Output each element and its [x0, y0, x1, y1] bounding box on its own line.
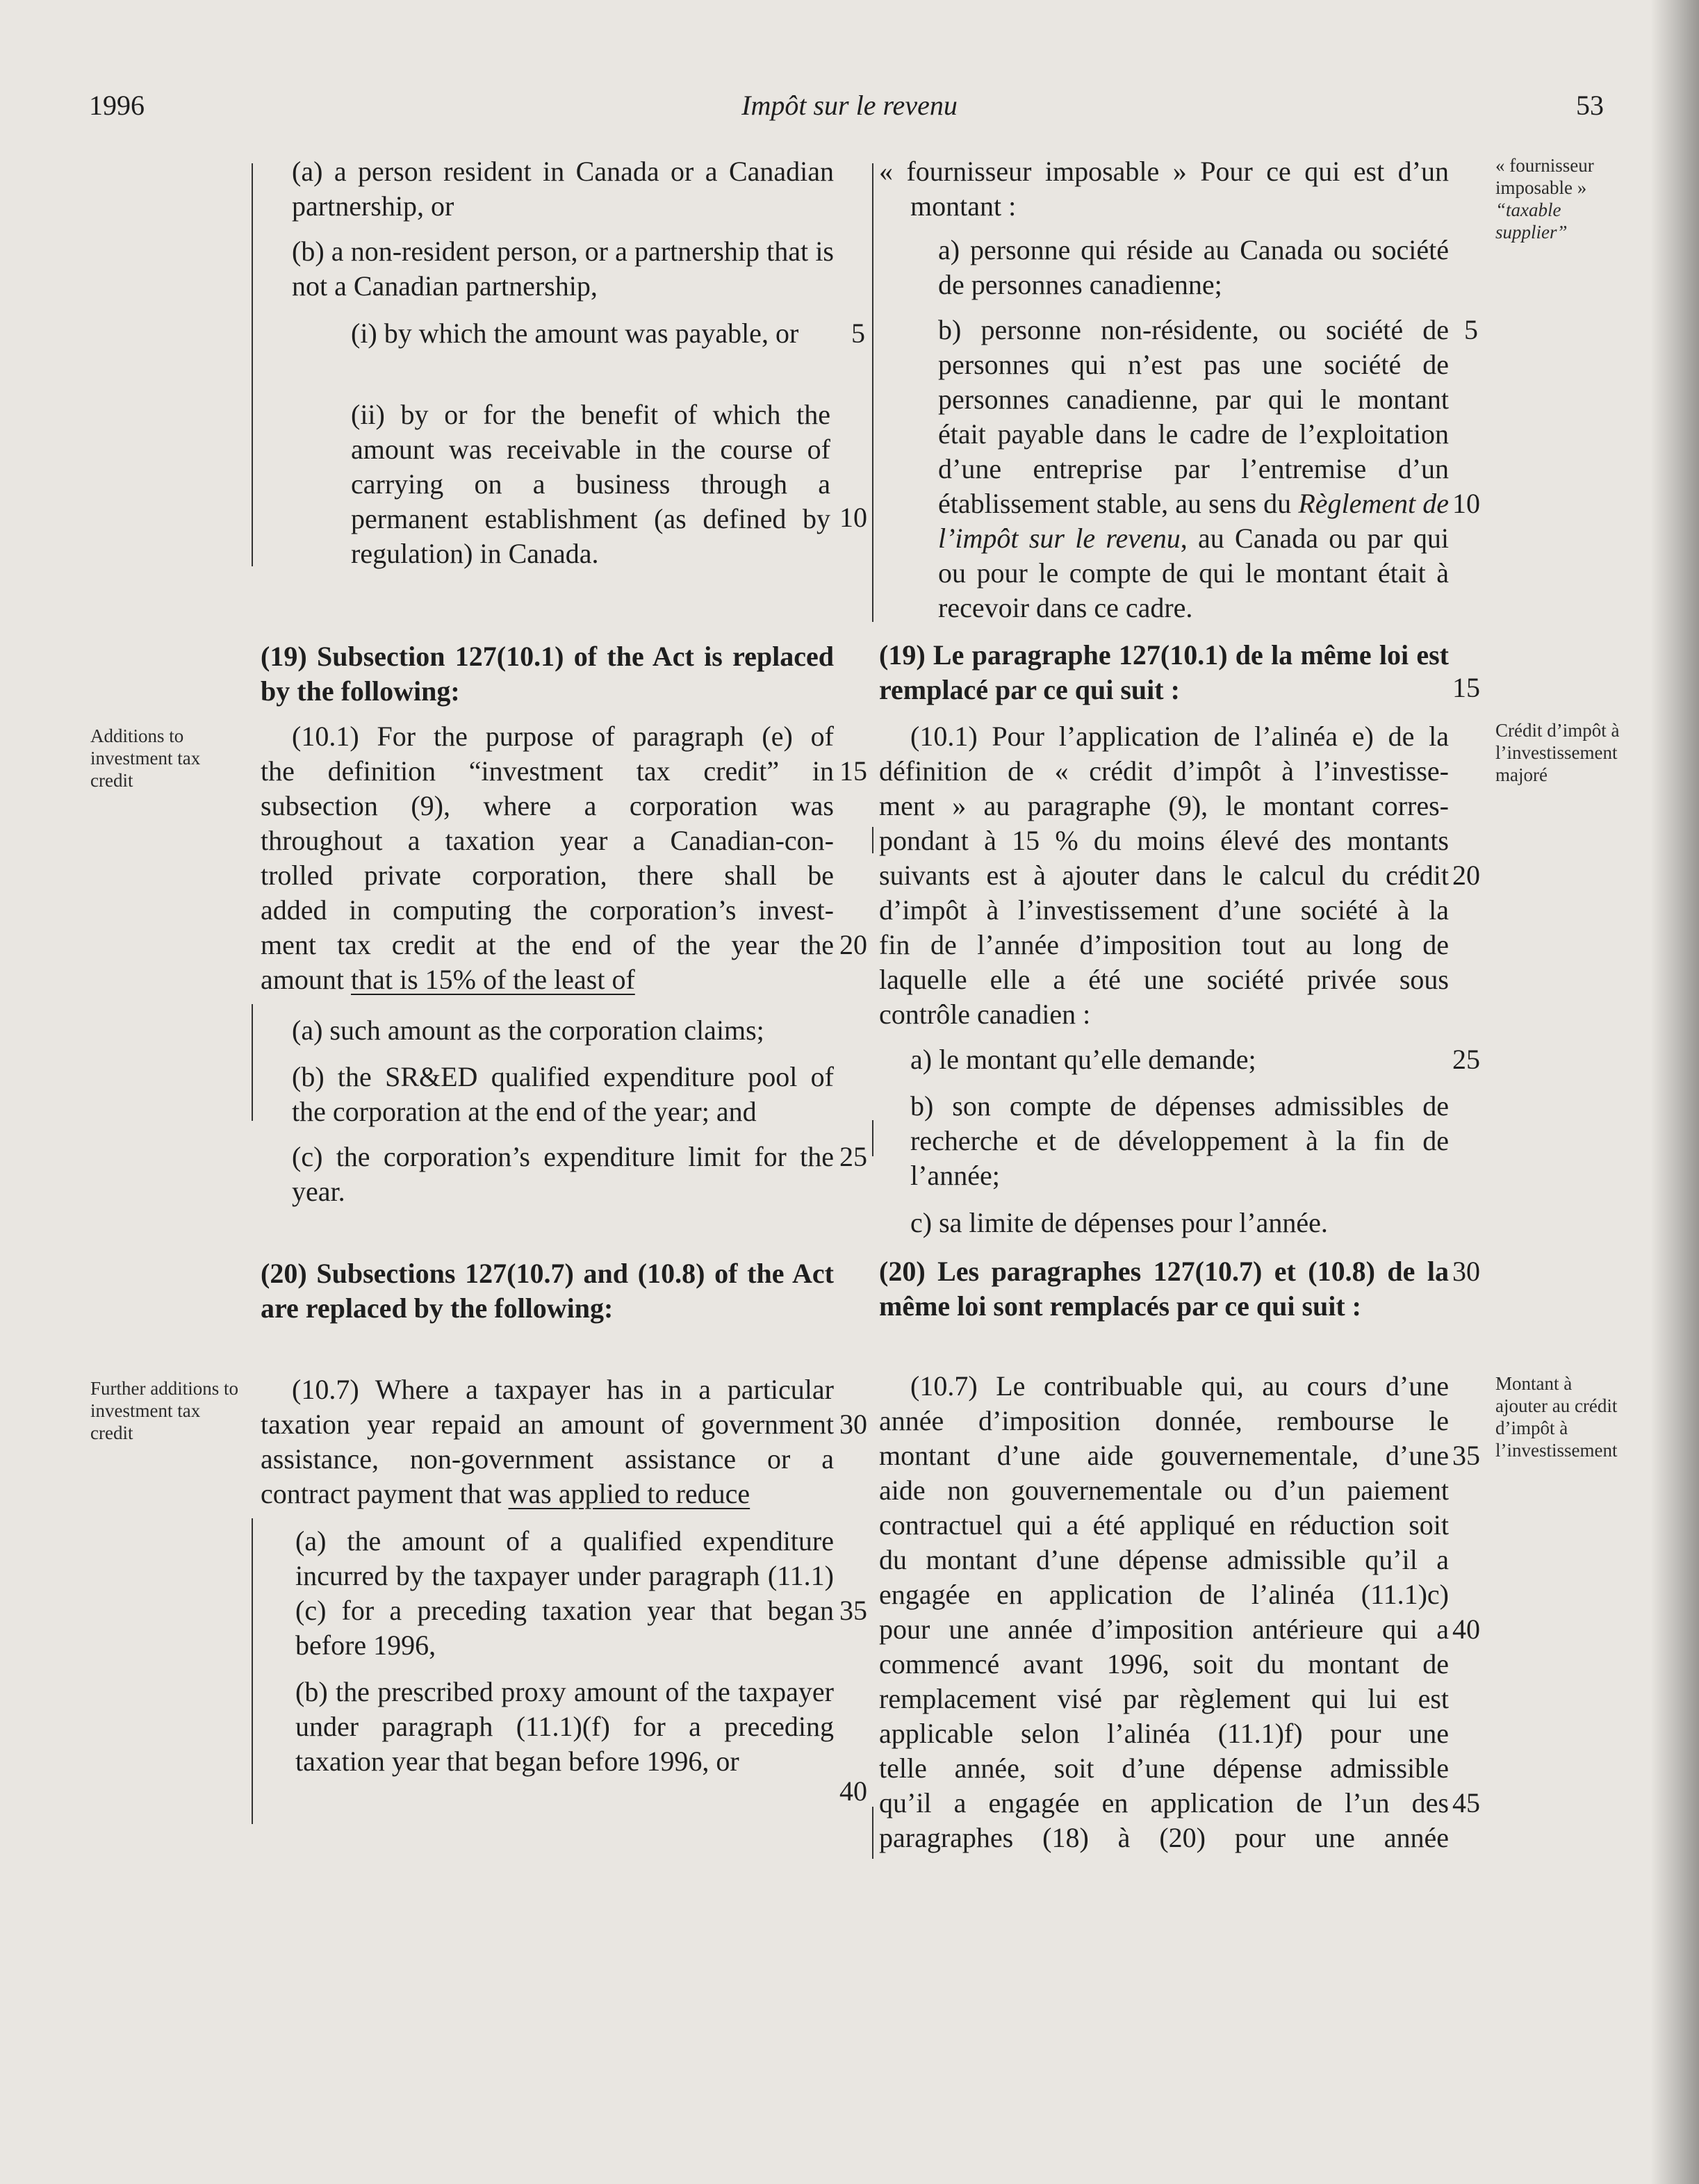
en-subsection-10-1: (10.1) For the purpose of paragraph (e) of the definition “investment tax credit” in subsection (9), where a corporation was throughout a taxation year a Canadian-con- trolled private corporation, there shall be added in computing the corporation’s invest- ment tax credit at the end of the year the amount that is 15% of the least of: [261, 721, 834, 995]
en-line-number: 10: [839, 502, 867, 533]
en-line-number: 20: [839, 929, 867, 960]
change-bar: [252, 163, 253, 566]
en-line-number: 40: [839, 1775, 867, 1807]
en-line-number: 25: [839, 1141, 867, 1172]
fr-line-number: 15: [1452, 672, 1480, 703]
en-line-number: 30: [839, 1409, 867, 1440]
en-10-1-c: (c) the corporation’s expenditure limit for the year.: [292, 1141, 834, 1207]
page-number: 53: [1576, 90, 1604, 121]
fr-10-1-c: c) sa limite de dépenses pour l’année.: [910, 1207, 1328, 1238]
margin-note-fournisseur: « fournisseur imposable » “taxable supplier”: [1495, 155, 1594, 243]
fr-line-number: 5: [1464, 314, 1478, 345]
fr-line-number: 30: [1452, 1256, 1480, 1287]
margin-note-montant-ajouter: Montant à ajouter au crédit d’impôt à l’investissement: [1495, 1373, 1618, 1461]
change-bar: [872, 1120, 873, 1156]
header-year: 1996: [89, 90, 145, 121]
en-block1-i: (i) by which the amount was payable, or: [351, 318, 799, 349]
fr-10-1-b: b) son compte de dépenses admissibles de recherche et de développement à la fin de l’année;: [910, 1090, 1449, 1191]
header-title: Impôt sur le revenu: [741, 90, 958, 121]
fr-line-number: 40: [1452, 1614, 1480, 1645]
fr-line-number: 25: [1452, 1044, 1480, 1075]
fr-block1-a: a) personne qui réside au Canada ou société de personnes canadienne;: [938, 234, 1449, 300]
en-10-1-a: (a) such amount as the corporation claims;: [292, 1015, 764, 1046]
margin-note-credit-majore: Crédit d’impôt à l’investissement majoré: [1495, 720, 1620, 785]
fr-line-number: 45: [1452, 1787, 1480, 1818]
page-gutter-shadow: [1650, 0, 1699, 2184]
en-block1-ii: (ii) by or for the benefit of which the amount was receivable in the course of carrying on a business through a permanent establishment (as defined by regulation) in Canada.: [351, 399, 830, 569]
en-10-7-b: (b) the prescribed proxy amount of the taxpayer under paragraph (11.1)(f) for a preceding taxation year that began before 1996, or: [295, 1676, 834, 1777]
margin-note-additions: Additions to investment tax credit: [90, 725, 201, 791]
en-amendment-19: (19) Subsection 127(10.1) of the Act is replaced by the following:: [261, 641, 834, 707]
change-bar: [872, 1807, 873, 1859]
fr-line-number: 20: [1452, 860, 1480, 891]
fr-10-1-a: a) le montant qu’elle demande;: [910, 1044, 1256, 1075]
en-block1-a: (a) a person resident in Canada or a Canadian partnership, or: [292, 156, 834, 222]
en-10-1-b: (b) the SR&ED qualified expenditure pool of the corporation at the end of the year; and: [292, 1061, 834, 1127]
en-line-number: 35: [839, 1595, 867, 1626]
fr-subsection-10-7: (10.7) Le contribuable qui, au cours d’une année d’imposition donnée, rembourse le montant d’une aide gouvernementale, d’une aide non gouvernementale ou d’un paiement contractuel qui a été appliqué en réduction soit du montant d’une dépense admissible qu’il a engagée en application de l’alinéa (11.1)c) pour une année d’imposition antérieure qui a commencé avant 1996, soit du montant de remplacement visé par règlement qui lui est applicable selon l’alinéa (11.1)f) pour une telle année, soit d’une dépense admissible qu’il a engagée en application de l’un des paragraphes (18) à (20) pour une année: [879, 1370, 1449, 1853]
change-bar: [872, 163, 873, 622]
fr-amendment-19: (19) Le paragraphe 127(10.1) de la même loi est remplacé par ce qui suit :: [879, 639, 1449, 705]
fr-amendment-20: (20) Les paragraphes 127(10.7) et (10.8) de la même loi sont remplacés par ce qui suit :: [879, 1256, 1449, 1322]
en-10-7-a: (a) the amount of a qualified expenditure incurred by the taxpayer under paragraph (11.1)(c) for a preceding taxation year that began before 1996,: [295, 1525, 834, 1661]
change-bar: [252, 1004, 253, 1121]
en-amendment-20: (20) Subsections 127(10.7) and (10.8) of the Act are replaced by the following:: [261, 1258, 834, 1324]
en-line-number: 5: [851, 318, 865, 349]
en-line-number: 15: [839, 755, 867, 787]
change-bar: [872, 827, 873, 853]
fr-fournisseur-intro: « fournisseur imposable » Pour ce qui est d’un montant :: [879, 156, 1449, 222]
margin-note-further-additions: Further additions to investment tax credit: [90, 1378, 238, 1443]
en-subsection-10-7: (10.7) Where a taxpayer has in a particular taxation year repaid an amount of government assistance, non-government assistance or a contract payment that was applied to reduce: [261, 1374, 834, 1509]
fr-line-number: 10: [1452, 488, 1480, 519]
fr-block1-b: b) personne non-résidente, ou société de personnes qui n’est pas une société de personnes canadienne, par qui le montant était payable dans le cadre de l’exploitation d’une entreprise par l’entremise d’un établissement stable, au sens du Règlement de l’impôt sur le revenu, au Canada ou par qui ou pour le compte de qui le montant était à recevoir dans ce cadre.: [938, 314, 1450, 623]
fr-line-number: 35: [1452, 1440, 1480, 1471]
change-bar: [252, 1518, 253, 1824]
fr-subsection-10-1: (10.1) Pour l’application de l’alinéa e) de la définition de « crédit d’impôt à l’investisse- ment » au paragraphe (9), le montant corres- pondant à 15 % du moins élevé des montants suivants est à ajouter dans le calcul du crédit d’impôt à l’investissement d’une société à la fin de l’année d’imposition tout au long de laquelle elle a été une société privée sous contrôle canadien :: [879, 721, 1449, 1030]
en-block1-b: (b) a non-resident person, or a partnership that is not a Canadian partnership,: [292, 236, 834, 302]
